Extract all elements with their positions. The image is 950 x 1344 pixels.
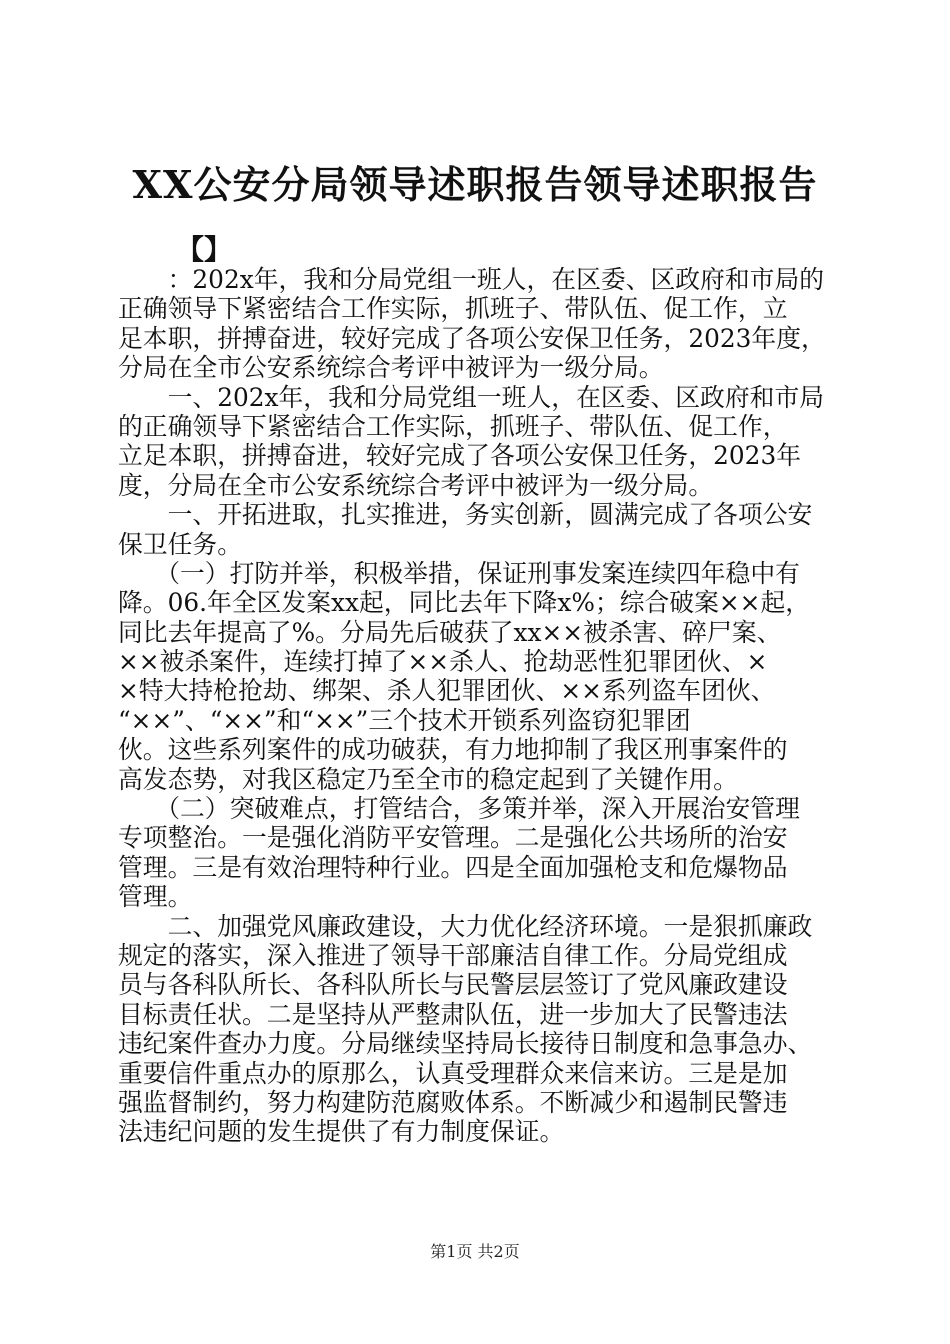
body-line: 专项整治。一是强化消防平安管理。二是强化公共场所的治安 (118, 823, 788, 853)
body-line: 正确领导下紧密结合工作实际，抓班子、带队伍、促工作，立 (118, 294, 788, 324)
bracket-placeholder: 【】 (176, 233, 233, 266)
body-line: 足本职，拼搏奋进，较好完成了各项公安保卫任务，2023年度， (118, 323, 826, 353)
body-line: 立足本职，拼搏奋进，较好完成了各项公安保卫任务，2023年 (118, 441, 802, 471)
body-line: ：202x年，我和分局党组一班人，在区委、区政府和市局的 (118, 265, 825, 294)
body-line: 同比去年提高了%。分局先后破获了xx××被杀害、碎尸案、 (118, 617, 782, 647)
body-line: ×特大持枪抢劫、绑架、杀人犯罪团伙、××系列盗车团伙、 (118, 676, 776, 706)
body-line: 管理。三是有效治理特种行业。四是全面加强枪支和危爆物品 (118, 852, 788, 882)
body-line: 重要信件重点办的原那么，认真受理群众来信来访。三是是加 (118, 1058, 788, 1088)
body-line: 降。06.年全区发案xx起，同比去年下降x%；综合破案××起， (118, 588, 811, 618)
body-line: 度，分局在全市公安系统综合考评中被评为一级分局。 (118, 470, 714, 500)
body-line: 管理。 (118, 882, 193, 912)
body-line: 强监督制约，努力构建防范腐败体系。不断减少和遏制民警违 (118, 1087, 788, 1117)
body-line: 法违纪问题的发生提供了有力制度保证。 (118, 1117, 565, 1147)
body-line: 规定的落实，深入推进了领导干部廉洁自律工作。分局党组成 (118, 940, 788, 970)
body-line: 一、开拓进取，扎实推进，务实创新，圆满完成了各项公安 (118, 500, 813, 530)
body-line: “××”、“××”和“××”三个技术开锁系列盗窃犯罪团 (118, 705, 691, 735)
body-line: ××被杀案件，连续打掉了××杀人、抢劫恶性犯罪团伙、× (118, 647, 768, 677)
body-line: 高发态势，对我区稳定乃至全市的稳定起到了关键作用。 (118, 764, 738, 794)
document-title: XX公安分局领导述职报告领导述职报告 (132, 162, 818, 207)
page-number: 第1页 共2页 (430, 1242, 520, 1261)
body-line: 保卫任务。 (118, 529, 242, 559)
body-line: 目标责任状。二是坚持从严整肃队伍，进一步加大了民警违法 (118, 999, 788, 1029)
body-line: 的正确领导下紧密结合工作实际，抓班子、带队伍、促工作， (118, 411, 788, 441)
body-line: 伙。这些系列案件的成功破获，有力地抑制了我区刑事案件的 (118, 735, 788, 765)
body-line: 二、加强党风廉政建设，大力优化经济环境。一是狠抓廉政 (118, 911, 813, 941)
body-line: （二）突破难点，打管结合，多策并举，深入开展治安管理 (118, 794, 800, 824)
body-line: 分局在全市公安系统综合考评中被评为一级分局。 (118, 353, 664, 383)
document-body (118, 265, 838, 1147)
body-line: 员与各科队所长、各科队所长与民警层层签订了党风廉政建设 (118, 970, 788, 1000)
body-line: 一、202x年，我和分局党组一班人，在区委、区政府和市局 (118, 382, 825, 412)
body-line: （一）打防并举，积极举措，保证刑事发案连续四年稳中有 (118, 558, 800, 588)
body-line: 违纪案件查办力度。分局继续坚持局长接待日制度和急事急办、 (118, 1029, 813, 1059)
